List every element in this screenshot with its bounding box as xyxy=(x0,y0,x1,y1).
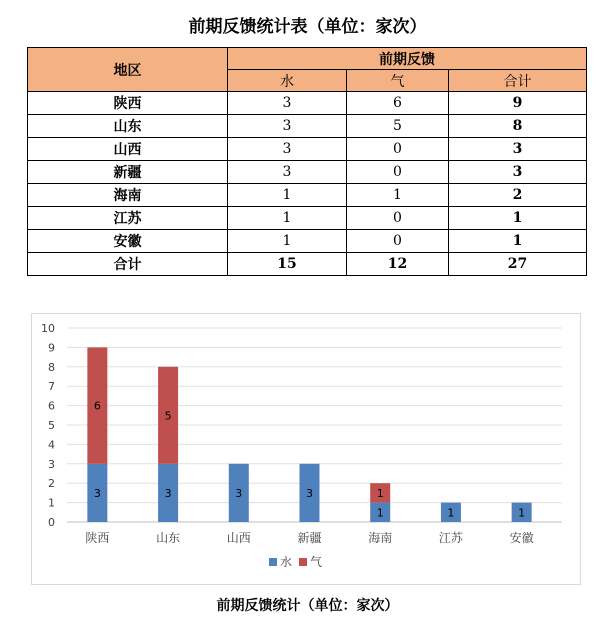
cell-total: 1 xyxy=(449,207,587,230)
chart-frame xyxy=(31,313,581,585)
y-tick-label: 3 xyxy=(48,457,55,471)
cell-water: 3 xyxy=(228,115,347,138)
data-label: 5 xyxy=(164,409,172,423)
table-row xyxy=(28,161,587,184)
cell-total: 27 xyxy=(449,253,587,276)
cell-total: 9 xyxy=(449,92,587,115)
x-tick-label: 安徽 xyxy=(509,531,534,545)
cell-water: 1 xyxy=(228,230,347,253)
legend-swatch xyxy=(269,558,277,566)
cell-gas: 12 xyxy=(347,253,449,276)
cell-region: 安徽 xyxy=(28,230,228,253)
header-group: 前期反馈 xyxy=(228,48,587,70)
cell-water: 1 xyxy=(228,207,347,230)
legend-label: 气 xyxy=(310,555,323,569)
y-tick-label: 5 xyxy=(48,419,55,432)
x-tick-label: 海南 xyxy=(368,531,393,545)
feedback-table xyxy=(27,47,587,276)
x-tick-label: 陕西 xyxy=(85,531,110,545)
y-tick-label: 6 xyxy=(48,399,55,413)
stacked-bar-chart xyxy=(32,314,580,584)
data-label: 1 xyxy=(376,486,384,500)
data-label: 3 xyxy=(164,486,172,500)
cell-region: 山西 xyxy=(28,138,228,161)
cell-gas: 6 xyxy=(347,92,449,115)
data-label: 1 xyxy=(518,506,526,520)
cell-region: 山东 xyxy=(28,115,228,138)
header-total: 合计 xyxy=(449,70,587,92)
table-row xyxy=(28,138,587,161)
header-water: 水 xyxy=(228,70,347,92)
header-gas: 气 xyxy=(347,70,449,92)
chart-caption: 前期反馈统计（单位：家次） xyxy=(216,598,399,614)
legend-label: 水 xyxy=(280,555,293,569)
data-label: 1 xyxy=(376,506,384,520)
data-label: 1 xyxy=(447,506,455,520)
cell-region: 海南 xyxy=(28,184,228,207)
x-tick-label: 山西 xyxy=(226,531,251,545)
cell-region: 合计 xyxy=(28,253,228,276)
cell-total: 1 xyxy=(449,230,587,253)
table-row xyxy=(28,207,587,230)
cell-gas: 5 xyxy=(347,115,449,138)
data-label: 6 xyxy=(93,399,101,413)
table-row xyxy=(28,92,587,115)
cell-gas: 0 xyxy=(347,138,449,161)
table-row xyxy=(28,184,587,207)
cell-water: 3 xyxy=(228,92,347,115)
cell-region: 新疆 xyxy=(28,161,228,184)
y-tick-label: 2 xyxy=(48,477,55,491)
data-label: 3 xyxy=(93,486,101,500)
cell-total: 2 xyxy=(449,184,587,207)
y-tick-label: 8 xyxy=(48,360,55,374)
cell-total: 3 xyxy=(449,161,587,184)
table-row xyxy=(28,115,587,138)
cell-water: 15 xyxy=(228,253,347,276)
y-tick-label: 4 xyxy=(48,438,55,452)
x-tick-label: 山东 xyxy=(156,531,181,545)
cell-gas: 0 xyxy=(347,161,449,184)
y-tick-label: 1 xyxy=(48,496,55,510)
cell-total: 8 xyxy=(449,115,587,138)
cell-region: 陕西 xyxy=(28,92,228,115)
cell-gas: 1 xyxy=(347,184,449,207)
cell-total: 3 xyxy=(449,138,587,161)
cell-water: 3 xyxy=(228,138,347,161)
data-label: 3 xyxy=(306,486,313,500)
data-label: 3 xyxy=(235,486,243,500)
cell-water: 3 xyxy=(228,161,347,184)
header-region: 地区 xyxy=(28,48,228,92)
x-tick-label: 新疆 xyxy=(297,531,322,545)
y-tick-label: 0 xyxy=(48,516,55,529)
y-tick-label: 10 xyxy=(41,322,55,335)
cell-gas: 0 xyxy=(347,207,449,230)
cell-water: 1 xyxy=(228,184,347,207)
legend-swatch xyxy=(299,558,307,566)
table-title: 前期反馈统计表（单位：家次） xyxy=(188,17,427,37)
cell-region: 江苏 xyxy=(28,207,228,230)
y-tick-label: 7 xyxy=(48,380,55,394)
y-tick-label: 9 xyxy=(48,341,55,355)
table-total-row xyxy=(28,253,587,276)
table-row xyxy=(28,230,587,253)
cell-gas: 0 xyxy=(347,230,449,253)
x-tick-label: 江苏 xyxy=(438,531,463,545)
